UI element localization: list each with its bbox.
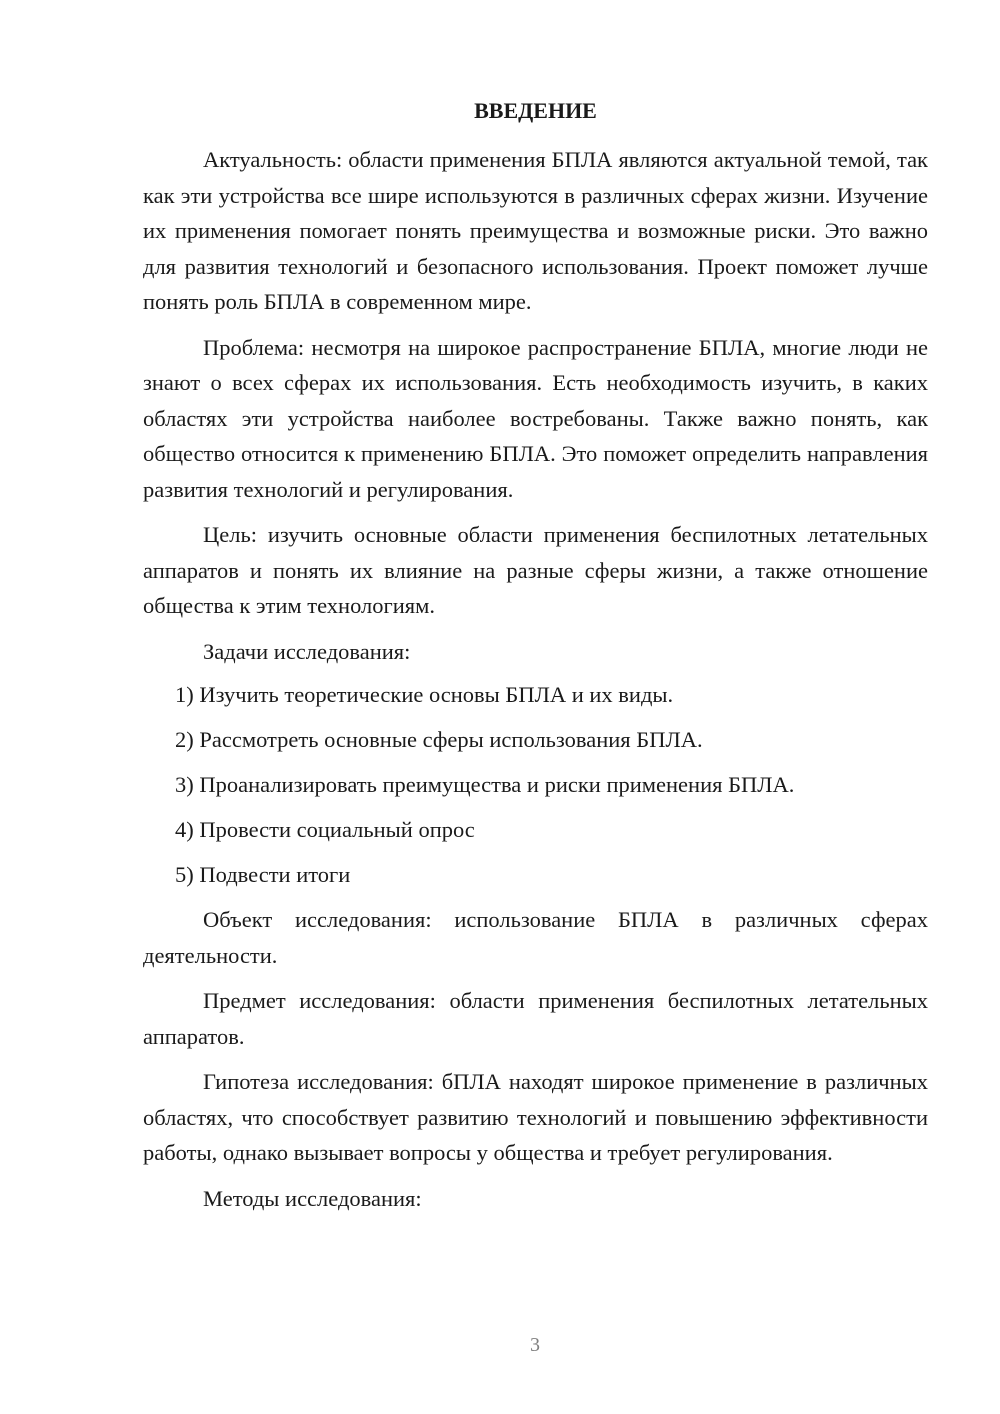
- tasks-heading: Задачи исследования:: [203, 638, 411, 664]
- relevance-paragraph: Актуальность: области применения БПЛА являются актуальной темой, так как эти устройства все шире используются в различных сферах жизни. Изучение их применения помогает понять преимущества и возможные риски. Это важно для развития технологий и безопасного использования. Проект поможет лучше понять роль БПЛА в современном мире.: [143, 147, 928, 314]
- subject-paragraph: Предмет исследования: области применения беспилотных летательных аппаратов.: [143, 988, 928, 1049]
- methods-heading: Методы исследования:: [203, 1185, 422, 1211]
- problem-paragraph: Проблема: несмотря на широкое распространение БПЛА, многие люди не знают о всех сферах их использования. Есть необходимость изучить, в каких областях эти устройства наиболее востребованы. Также важно понять, как общество относится к применению БПЛА. Это поможет определить направления развития технологий и регулирования.: [143, 334, 928, 502]
- hypothesis-paragraph: Гипотеза исследования: бПЛА находят широкое применение в различных областях, что способствует развитию технологий и повышению эффективности работы, однако вызывает вопросы у общества и требует регулирования.: [143, 1069, 928, 1166]
- page-number: 3: [530, 1334, 540, 1356]
- task-item: 4) Провести социальный опрос: [175, 817, 475, 843]
- goal-paragraph: Цель: изучить основные области применения беспилотных летательных аппаратов и понять их влияние на разные сферы жизни, а также отношение общества к этим технологиям.: [143, 522, 928, 618]
- document-page: [143, 95, 928, 1224]
- task-item: 3) Проанализировать преимущества и риски применения БПЛА.: [175, 772, 795, 798]
- section-title: ВВЕДЕНИЕ: [474, 98, 597, 123]
- object-paragraph: Объект исследования: использование БПЛА в различных сферах деятельности.: [143, 907, 928, 968]
- task-item: 5) Подвести итоги: [175, 862, 351, 888]
- task-item: 1) Изучить теоретические основы БПЛА и их виды.: [175, 682, 674, 707]
- tasks-list: [143, 677, 928, 893]
- task-item: 2) Рассмотреть основные сферы использования БПЛА.: [175, 727, 703, 753]
